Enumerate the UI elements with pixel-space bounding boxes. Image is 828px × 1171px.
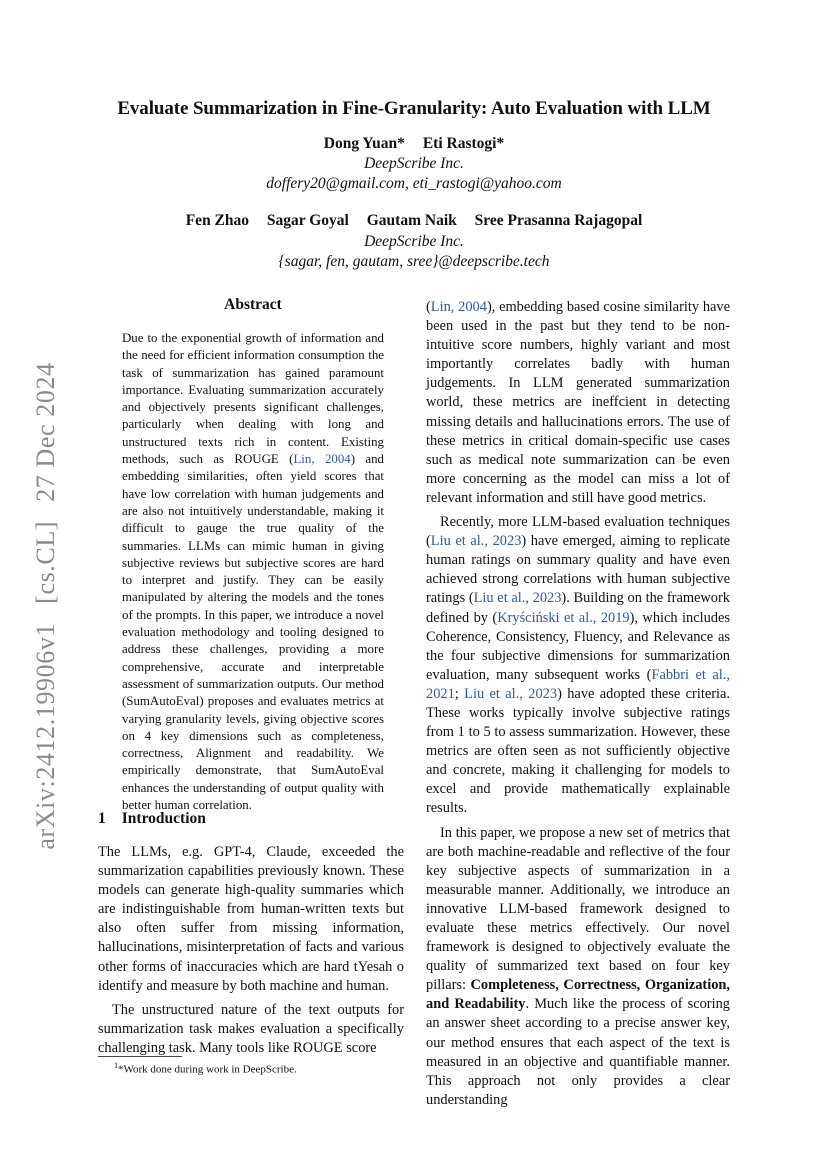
paragraph: In this paper, we propose a new set of metrics that are both machine-readable and reflective of the four key subjective aspects of summarization in a measurable manner. Additionally, we introduce an innovative LLM-based framework designed to evaluate these metrics effectively. Our novel framework is designed to objectively evaluate the quality of summarized text based on four key pillars: Completeness, Correctness, Organization, and Readability. Much like the process of scoring an answer sheet according to a precise answer key, our method ensures that each aspect of the text is measured in an objective and quantifiable manner. This approach not only provides a clear understanding: [426, 824, 730, 1108]
author-name: Sree Prasanna Rajagopal: [474, 212, 643, 229]
author-name: Eti Rastogi*: [422, 135, 505, 152]
author-name: Sagar Goyal: [266, 212, 349, 229]
paragraph: (Lin, 2004), embedding based cosine similarity have been used in the past but they tend to be non-intuitive score numbers, highly variant and most importantly correlates badly with human judgements. In LLM generated summarization world, these metrics are ineffcient in detecting missing details and hallucinations errors. The use of these metrics in critical domain-specific use cases such as medical note summarization can be even more concerning as the model can miss a lot of relevant information and still have good metrics.: [426, 299, 730, 506]
abstract-text: Due to the exponential growth of information and the need for efficient information consumption the task of summarization has gained paramount importance. Evaluating summarization accurately and objectively presents significant challenges, particularly when dealing with long and unstructured texts rich in content. Existing methods, such as ROUGE (: [122, 331, 384, 467]
citation-link[interactable]: Kryściński et al., 2019: [497, 609, 630, 626]
intro-left-column: [98, 843, 404, 1058]
section-heading: [98, 810, 206, 828]
citation-link[interactable]: Liu et al., 2023: [430, 533, 522, 550]
paragraph: The LLMs, e.g. GPT-4, Claude, exceeded the summarization capabilities previously known. These models can generate high-quality summaries which are indistinguishable from human-written texts but also often suffer from missing information, hallucinations, misinterpretation of facts and various other forms of inaccuracies which are hard tYesah o identify and measure by both machine and human.: [98, 844, 404, 994]
abstract-body: [122, 330, 384, 814]
affiliation-1: DeepScribe Inc.: [364, 155, 464, 172]
citation-link[interactable]: Liu et al., 2023: [473, 590, 562, 607]
affiliation-2: DeepScribe Inc.: [364, 233, 464, 250]
abstract-heading: Abstract: [224, 296, 282, 313]
citation-link[interactable]: Fabbri et al., 2021: [426, 666, 730, 702]
email-line-1: doffery20@gmail.com, eti_rastogi@yahoo.com: [266, 175, 562, 192]
key-pillars: Completeness, Correctness, Organization, and Readability: [426, 977, 730, 1013]
section-title: Introduction: [121, 810, 206, 827]
arxiv-category: [cs.CL]: [31, 520, 60, 604]
footnote-text: *Work done during work in DeepScribe.: [118, 1063, 297, 1076]
citation-link[interactable]: Lin, 2004: [293, 452, 351, 467]
footnote-rule: [98, 1056, 182, 1057]
arxiv-date: 27 Dec 2024: [31, 362, 60, 502]
author-list-1: [0, 135, 828, 153]
citation-link[interactable]: Lin, 2004: [430, 299, 487, 315]
footnote-mark: 1: [114, 1061, 118, 1070]
footnote: [114, 1061, 297, 1076]
arxiv-stamp: [31, 356, 61, 855]
paragraph: The unstructured nature of the text outputs for summarization task makes evaluation a specifically challenging task. Many tools like ROUGE score: [98, 1001, 404, 1056]
section-number: 1: [98, 810, 106, 827]
author-name: Gautam Naik: [366, 212, 457, 229]
author-list-2: [0, 212, 828, 230]
author-name: Dong Yuan*: [323, 135, 405, 152]
abstract-text: ) and embedding similarities, often yield scores that have low correlation with human judgements and are also not intuitively understandable, making it difficult to gauge the true quality of the summaries. LLMs can mimic human in giving subjective reviews but subjective scores are hard to interpret and justify. They can be easily manipulated by altering the models and the tones of the prompts. In this paper, we introduce a novel evaluation methodology and tooling designed to address these challenges, providing a more comprehensive, accurate and interpretable assessment of summarization outputs. Our method (SumAutoEval) proposes and evaluates metrics at varying granularity levels, giving objective scores on 4 key dimensions such as completeness, correctness, Alignment and readability. We empirically demonstrate, that SumAutoEval enhances the understanding of output quality with better human correlation.: [122, 452, 384, 813]
citation-link[interactable]: Liu et al., 2023: [464, 685, 558, 702]
email-line-2: {sagar, fen, gautam, sree}@deepscribe.tech: [278, 253, 550, 270]
paper-title: Evaluate Summarization in Fine-Granularity: Auto Evaluation with LLM: [117, 98, 711, 119]
author-name: Fen Zhao: [185, 212, 250, 229]
arxiv-id: arXiv:2412.19906v1: [31, 622, 60, 850]
intro-right-column: [426, 298, 730, 1110]
paragraph: Recently, more LLM-based evaluation techniques (Liu et al., 2023) have emerged, aiming to replicate human ratings on summary quality and have even achieved strong correlations with human subjective ratings (Liu et al., 2023). Building on the framework defined by (Kryściński et al., 2019), which includes Coherence, Consistency, Fluency, and Relevance as the four subjective dimensions for summarization evaluation, many subsequent works (Fabbri et al., 2021; Liu et al., 2023) have adopted these criteria. These works typically involve subjective ratings from 1 to 5 to assess summarization. However, these metrics are often seen as not sufficiently objective and concrete, making it challenging for models to excel and provide mathematically explainable results.: [426, 514, 730, 817]
